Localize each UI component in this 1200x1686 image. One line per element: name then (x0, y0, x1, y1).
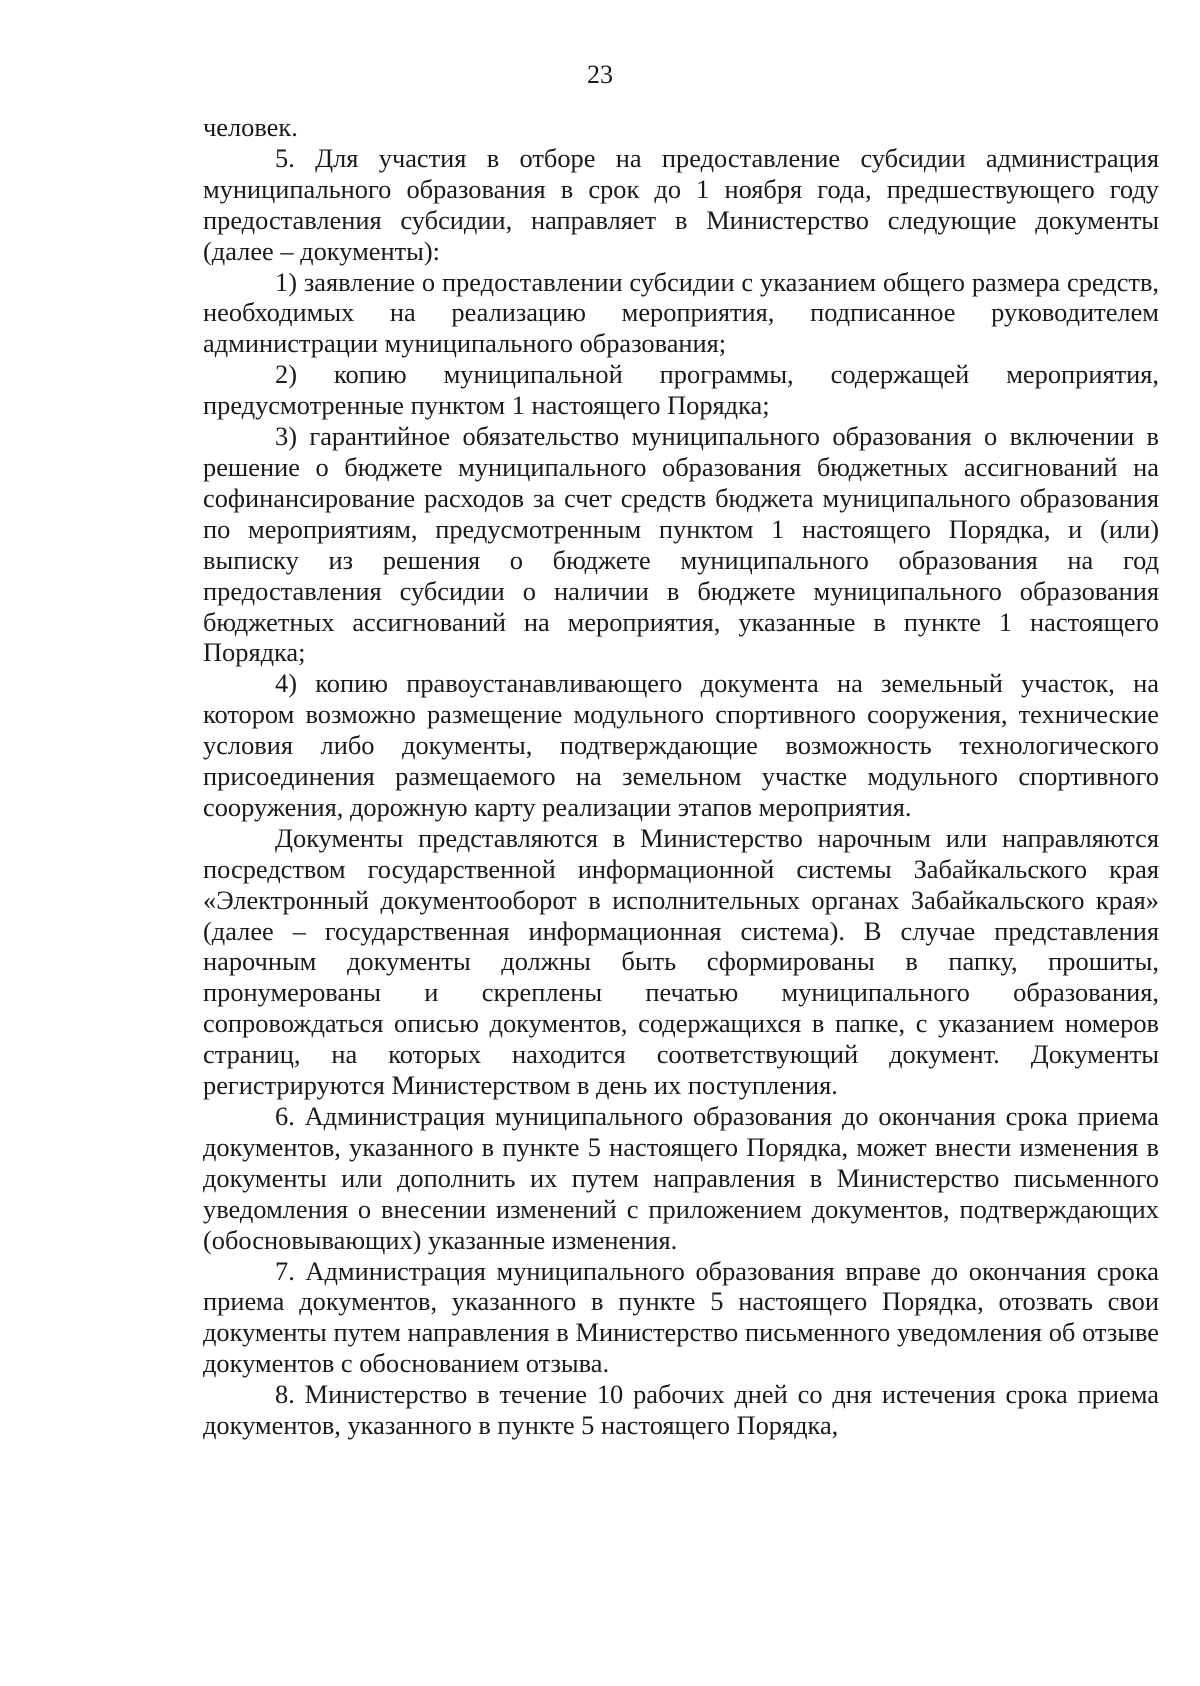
paragraph-subitem-1: 1) заявление о предоставлении субсидии с указанием общего размера средств, необходимых на реализацию мероприятия, подписанное руководителем администрации муниципального образования; (203, 266, 1159, 359)
paragraph-item-7: 7. Администрация муниципального образования вправе до окончания срока приема документов, указанного в пункте 5 настоящего Порядка, отозвать свои документы путем направления в Министерство письменного уведомления об отзыве документов с обоснованием отзыва. (203, 1255, 1159, 1379)
paragraph-item-6: 6. Администрация муниципального образования до окончания срока приема документов, указанного в пункте 5 настоящего Порядка, может внести изменения в документы или дополнить их путем направления в Министерство письменного уведомления о внесении изменений с приложением документов, подтверждающих (обосновывающих) указанные изменения. (203, 1101, 1159, 1255)
page-number: 23 (587, 60, 613, 89)
paragraph-subitem-2: 2) копию муниципальной программы, содержащей мероприятия, предусмотренные пунктом 1 настоящего Порядка; (203, 359, 1159, 421)
paragraph-item-8: 8. Министерство в течение 10 рабочих дней со дня истечения срока приема документов, указанного в пункте 5 настоящего Порядка, (203, 1379, 1159, 1441)
paragraph-documents-submission: Документы представляются в Министерство нарочным или направляются посредством государственной информационной системы Забайкальского края «Электронный документооборот в исполнительных органах Забайкальского края» (далее – государственная информационная система). В случае представления нарочным документы должны быть сформированы в папку, прошиты, пронумерованы и скреплены печатью муниципального образования, сопровождаться описью документов, содержащихся в папке, с указанием номеров страниц, на которых находится соответствующий документ. Документы регистрируются Министерством в день их поступления. (203, 822, 1159, 1101)
paragraph-subitem-4: 4) копию правоустанавливающего документа на земельный участок, на котором возможно размещение модульного спортивного сооружения, технические условия либо документы, подтверждающие возможность технологического присоединения размещаемого на земельном участке модульного спортивного сооружения, дорожную карту реализации этапов мероприятия. (203, 668, 1159, 822)
document-body (203, 112, 1159, 1441)
paragraph-closing-word: человек. (203, 112, 298, 142)
paragraph-item-5: 5. Для участия в отборе на предоставление субсидии администрация муниципального образования в срок до 1 ноября года, предшествующего году предоставления субсидии, направляет в Министерство следующие документы (далее – документы): (203, 142, 1159, 266)
paragraph-subitem-3: 3) гарантийное обязательство муниципального образования о включении в решение о бюджете муниципального образования бюджетных ассигнований на софинансирование расходов за счет средств бюджета муниципального образования по мероприятиям, предусмотренным пунктом 1 настоящего Порядка, и (или) выписку из решения о бюджете муниципального образования на год предоставления субсидии о наличии в бюджете муниципального образования бюджетных ассигнований на мероприятия, указанные в пункте 1 настоящего Порядка; (203, 421, 1159, 668)
